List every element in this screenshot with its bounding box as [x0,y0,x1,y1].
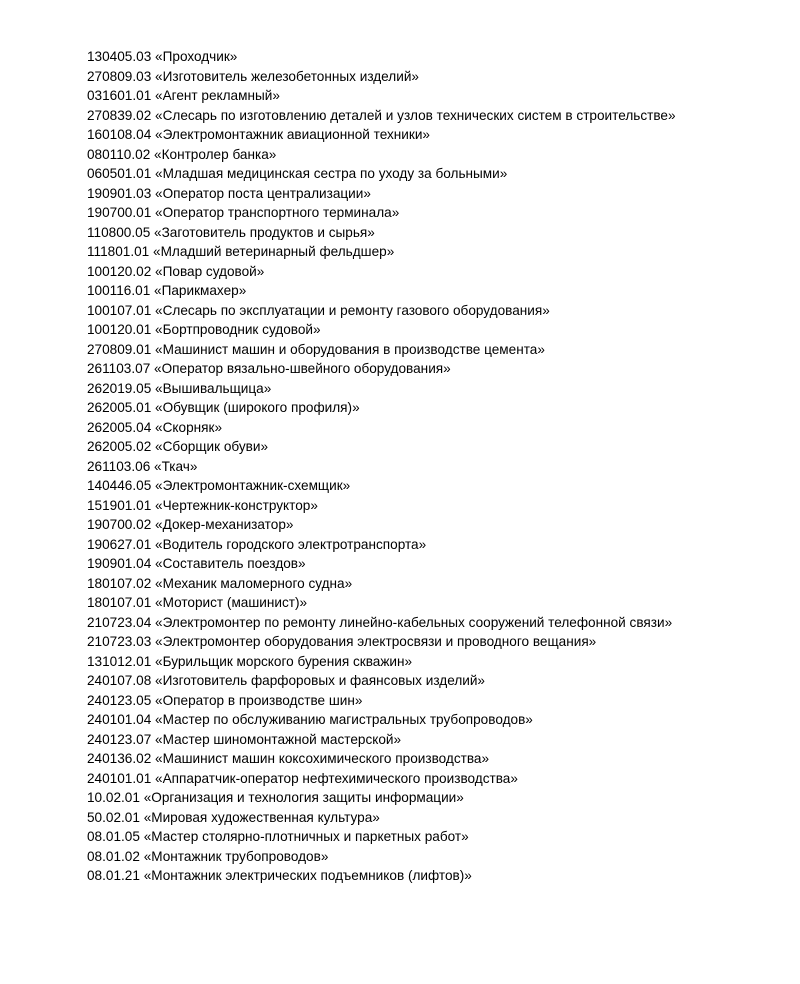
profession-code: 060501.01 [87,166,152,181]
profession-code: 262019.05 [87,380,152,396]
profession-title: «Электромонтажник-схемщик» [155,478,351,493]
profession-title: «Агент рекламный» [155,88,280,103]
profession-title: «Оператор вязально-швейного оборудования» [154,361,451,376]
list-item [87,632,792,652]
profession-title: «Оператор поста централизации» [155,185,371,201]
profession-code: 100120.02 [87,263,152,279]
profession-code: 262005.01 [87,400,152,415]
profession-code: 08.01.02 [87,848,140,864]
profession-title: «Сборщик обуви» [155,439,269,454]
list-item [87,164,792,184]
profession-code: 080110.02 [87,146,151,162]
list-item [87,496,792,516]
profession-title: «Электромонтажник авиационной техники» [155,127,430,142]
list-item [87,262,792,282]
profession-title: «Слесарь по эксплуатации и ремонту газового оборудования» [155,302,550,318]
list-item [87,320,792,340]
profession-title: «Контролер банка» [154,146,277,162]
profession-code: 240123.07 [87,731,152,747]
profession-code: 210723.04 [87,614,152,630]
profession-title: «Машинист машин коксохимического производства» [155,751,490,766]
profession-title: «Оператор транспортного терминала» [155,205,400,220]
profession-title: «Вышивальщица» [155,380,272,396]
profession-code: 240136.02 [87,751,152,766]
profession-code: 180107.01 [87,595,152,610]
profession-title: «Бурильщик морского бурения скважин» [155,653,413,669]
profession-code: 262005.04 [87,419,152,435]
list-item [87,379,792,399]
profession-code: 111801.01 [87,244,150,259]
profession-code: 100116.01 [87,283,151,298]
list-item [87,652,792,672]
profession-code: 262005.02 [87,439,152,454]
list-item [87,593,792,613]
list-item [87,847,792,867]
profession-title: «Изготовитель железобетонных изделий» [155,68,419,84]
profession-title: «Бортпроводник судовой» [155,322,321,337]
profession-code: 190627.01 [87,536,152,552]
list-item [87,866,792,886]
profession-code: 50.02.01 [87,809,140,825]
profession-code: 180107.02 [87,575,152,591]
list-item [87,418,792,438]
profession-title: «Парикмахер» [154,283,247,298]
profession-title: «Повар судовой» [155,263,265,279]
profession-code: 190901.03 [87,185,152,201]
profession-title: «Мировая художественная культура» [143,809,380,825]
list-item [87,515,792,535]
list-item [87,554,792,574]
profession-code: 160108.04 [87,127,152,142]
profession-code: 190700.01 [87,205,152,220]
profession-code: 100120.01 [87,322,152,337]
profession-code: 240101.01 [87,770,152,786]
profession-code: 270839.02 [87,107,152,123]
profession-title: «Младший ветеринарный фельдшер» [153,244,395,259]
profession-code: 08.01.21 [87,868,140,883]
profession-code: 08.01.05 [87,829,140,844]
profession-title: «Аппаратчик-оператор нефтехимического производства» [155,770,518,786]
profession-title: «Докер-механизатор» [155,517,294,532]
profession-title: «Слесарь по изготовлению деталей и узлов технических систем в строительстве» [155,107,676,123]
profession-code: 210723.03 [87,634,152,649]
list-item [87,340,792,360]
list-item [87,769,792,789]
list-item [87,281,792,301]
list-item [87,67,792,87]
list-item [87,184,792,204]
list-item [87,476,792,496]
list-item [87,808,792,828]
profession-code: 110800.05 [87,224,151,240]
profession-code: 240123.05 [87,692,152,708]
profession-title: «Обувщик (широкого профиля)» [155,400,360,415]
list-item [87,574,792,594]
profession-title: «Мастер по обслуживанию магистральных трубопроводов» [155,712,533,727]
list-item [87,730,792,750]
list-item [87,827,792,847]
profession-title: «Проходчик» [155,49,238,64]
profession-code: 270809.01 [87,341,152,357]
profession-code: 261103.06 [87,458,151,474]
profession-code: 100107.01 [87,302,152,318]
list-item [87,106,792,126]
list-item [87,749,792,769]
list-item [87,457,792,477]
profession-code: 190901.04 [87,556,152,571]
profession-title: «Составитель поездов» [155,556,306,571]
profession-title: «Механик маломерного судна» [155,575,353,591]
list-item [87,145,792,165]
list-item [87,86,792,106]
list-item [87,125,792,145]
profession-list [87,47,792,886]
profession-title: «Электромонтер по ремонту линейно-кабельных сооружений телефонной связи» [155,614,673,630]
profession-code: 131012.01 [87,653,152,669]
profession-code: 261103.07 [87,361,151,376]
profession-title: «Мастер шиномонтажной мастерской» [155,731,402,747]
profession-title: «Машинист машин и оборудования в производстве цемента» [155,341,545,357]
list-item [87,223,792,243]
profession-code: 10.02.01 [87,790,140,805]
profession-title: «Организация и технология защиты информации» [143,790,464,805]
list-item [87,710,792,730]
profession-title: «Чертежник-конструктор» [155,497,318,513]
list-item [87,535,792,555]
profession-code: 240101.04 [87,712,152,727]
profession-title: «Монтажник трубопроводов» [143,848,329,864]
profession-title: «Электромонтер оборудования электросвязи и проводного вещания» [155,634,597,649]
profession-code: 140446.05 [87,478,152,493]
list-item [87,301,792,321]
profession-title: «Заготовитель продуктов и сырья» [154,224,375,240]
list-item [87,691,792,711]
profession-title: «Монтажник электрических подъемников (лифтов)» [143,868,472,883]
profession-title: «Изготовитель фарфоровых и фаянсовых изделий» [155,673,485,688]
profession-title: «Младшая медицинская сестра по уходу за больными» [155,166,508,181]
profession-title: «Скорняк» [155,419,223,435]
profession-title: «Оператор в производстве шин» [155,692,363,708]
list-item [87,398,792,418]
profession-title: «Моторист (машинист)» [155,595,308,610]
list-item [87,242,792,262]
profession-code: 151901.01 [87,497,152,513]
profession-title: «Водитель городского электротранспорта» [155,536,427,552]
profession-code: 270809.03 [87,68,152,84]
list-item [87,203,792,223]
list-item [87,671,792,691]
profession-code: 130405.03 [87,49,152,64]
list-item [87,788,792,808]
profession-code: 031601.01 [87,88,152,103]
list-item [87,437,792,457]
profession-title: «Мастер столярно-плотничных и паркетных работ» [143,829,469,844]
list-item [87,47,792,67]
list-item [87,613,792,633]
list-item [87,359,792,379]
profession-title: «Ткач» [154,458,198,474]
profession-code: 240107.08 [87,673,152,688]
profession-code: 190700.02 [87,517,152,532]
